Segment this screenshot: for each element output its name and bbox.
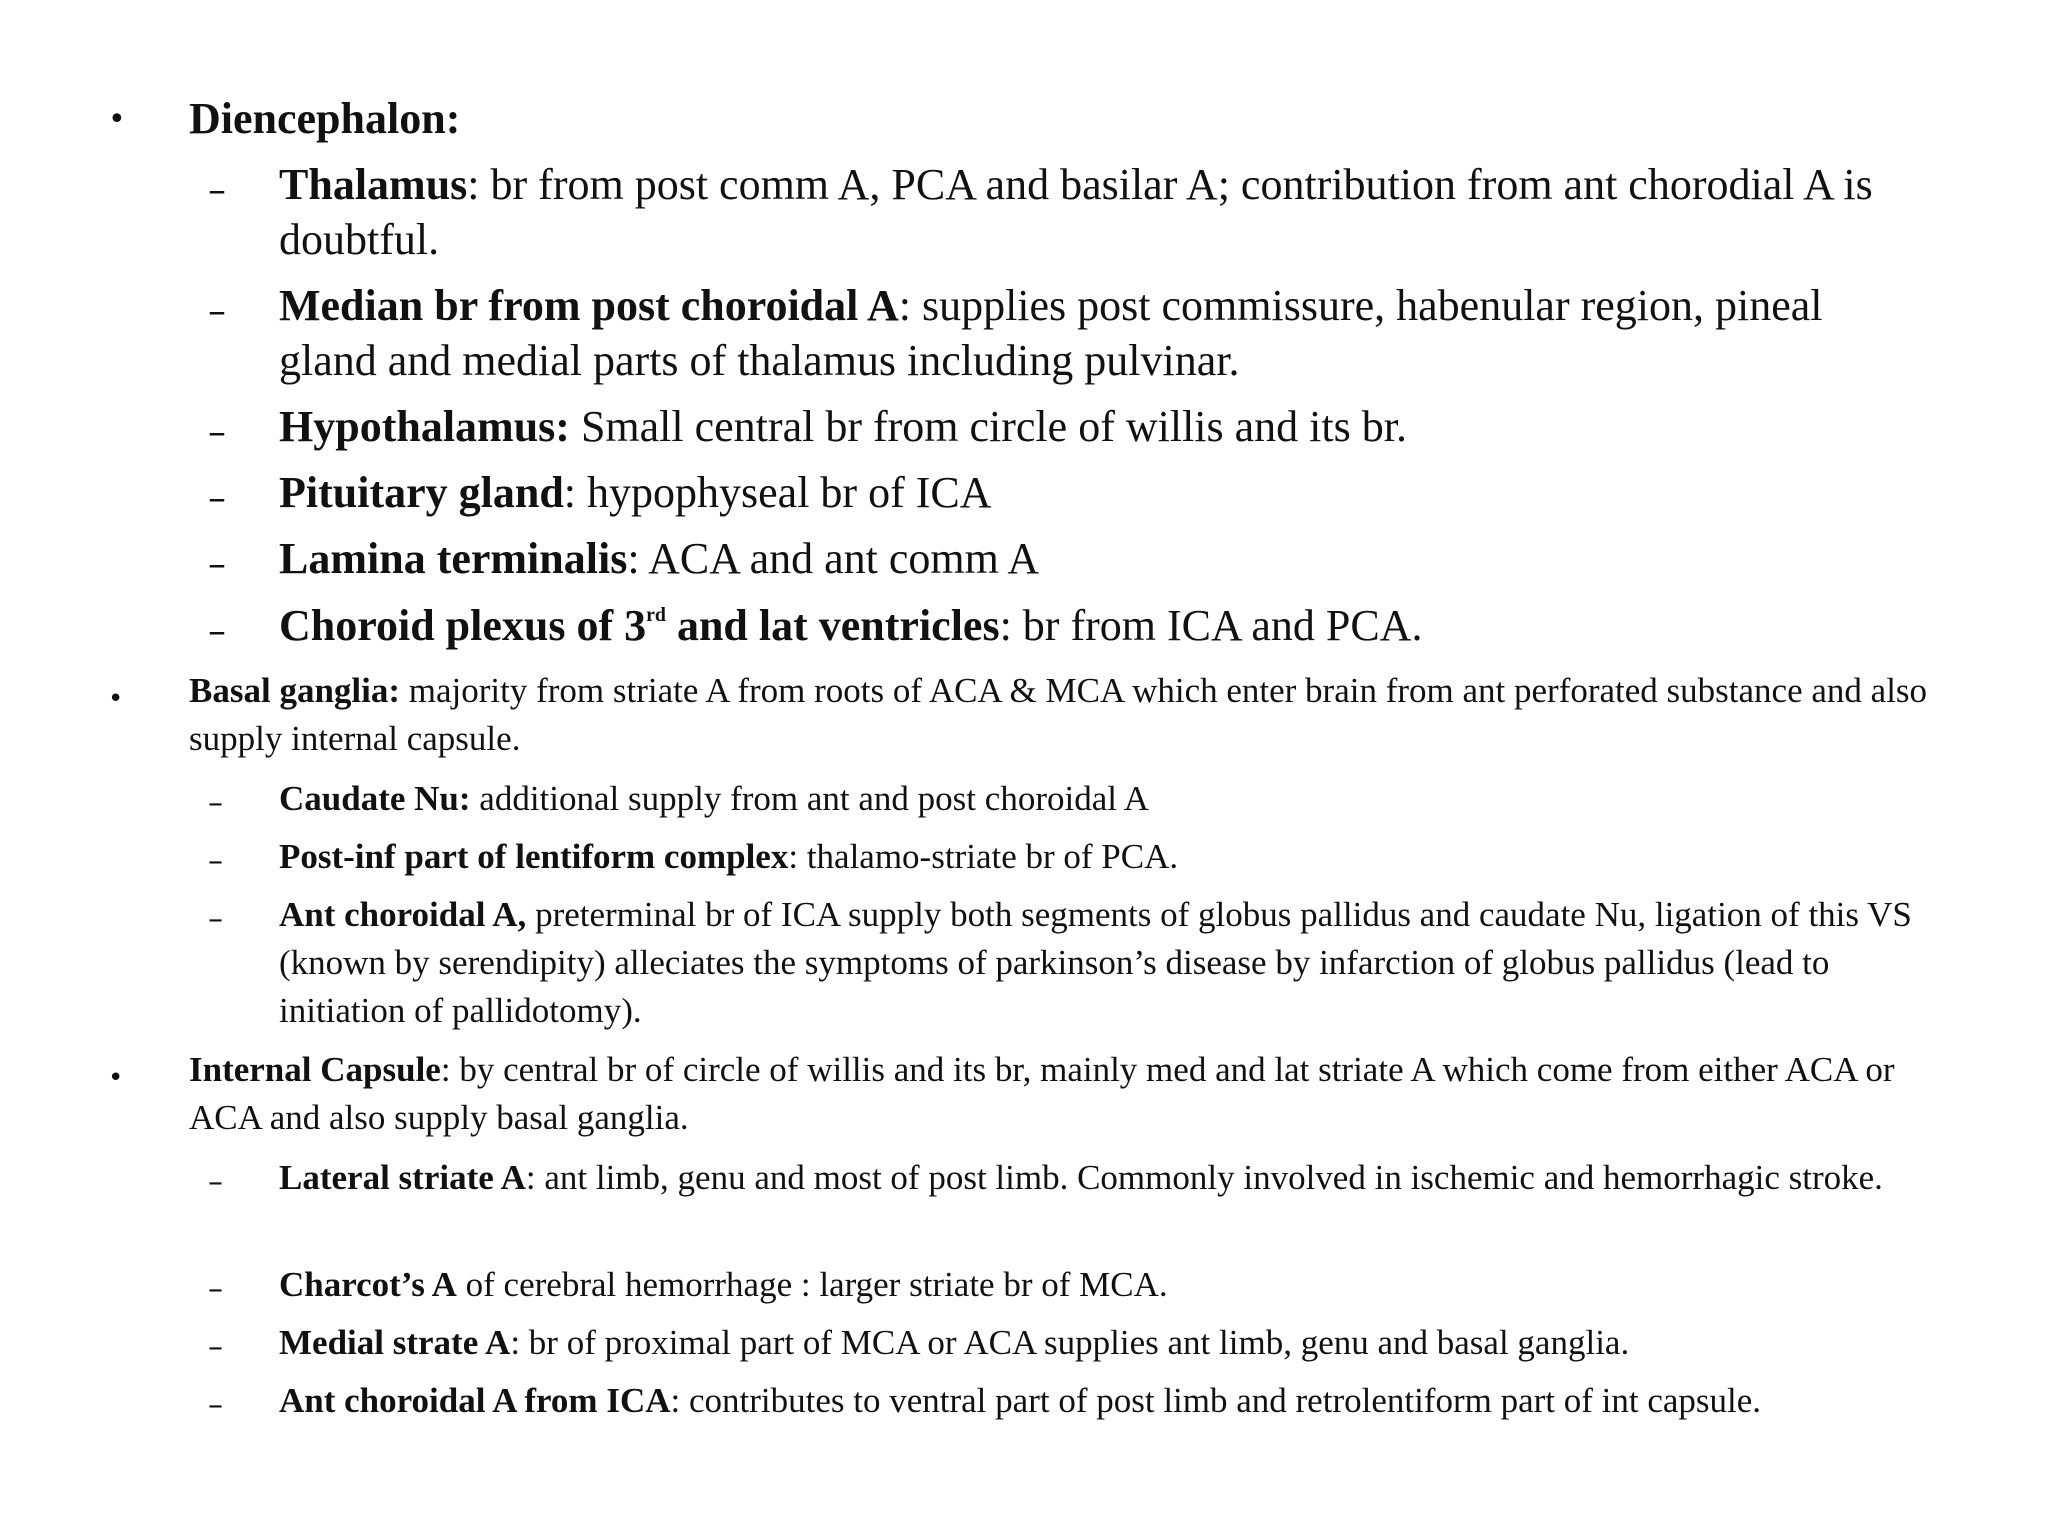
section-internal-capsule: [189, 1046, 1949, 1142]
item-text: : contributes to ventral part of post limb and retrolentiform part of int capsule.: [670, 1381, 1762, 1420]
item-title: Pituitary gland: [279, 468, 564, 517]
item-text: : br from post comm A, PCA and basilar A; contribution from ant chorodial A is doubtful.: [279, 160, 1873, 264]
item-title: Internal Capsule: [189, 1050, 441, 1089]
item-title-post: and lat ventricles: [665, 601, 1000, 650]
list-item-ant-choroidal: [279, 891, 1919, 1035]
item-text: additional supply from ant and post choroidal A: [470, 779, 1150, 818]
item-text: Small central br from circle of willis and its br.: [569, 402, 1407, 451]
dash-icon: –: [208, 478, 226, 519]
list-item-medial-striate: [279, 1319, 1919, 1367]
dash-icon: –: [208, 611, 226, 652]
item-text: preterminal br of ICA supply both segments of globus pallidus and caudate Nu, ligation of this VS (known by serendipity) alleciates the symptoms of parkinson’s disease by infarction of globus pallidus (lead to initiation of pallidotomy).: [279, 895, 1912, 1030]
item-text: : by central br of circle of willis and its br, mainly med and lat striate A which come from either ACA or ACA and also supply basal ganglia.: [189, 1050, 1895, 1137]
bullet-icon: •: [108, 684, 124, 714]
list-item-caudate-nu: [279, 775, 1919, 823]
item-title: Hypothalamus:: [279, 402, 570, 451]
ordinal-suffix: rd: [646, 604, 666, 627]
heading-title: Diencephalon:: [189, 94, 461, 143]
list-item-lateral-striate: [279, 1154, 1919, 1202]
item-title: Median br from post choroidal A: [279, 281, 899, 330]
bullet-icon: •: [108, 102, 126, 137]
dash-icon: –: [208, 902, 223, 937]
item-text: : br of proximal part of MCA or ACA supplies ant limb, genu and basal ganglia.: [510, 1323, 1630, 1362]
item-title: Charcot’s A: [279, 1265, 457, 1304]
item-text: : hypophyseal br of ICA: [563, 468, 992, 517]
item-text: : supplies post commissure, habenular region, pineal gland and medial parts of thalamus including pulvinar.: [279, 281, 1823, 385]
dash-icon: –: [208, 786, 223, 821]
dash-icon: –: [208, 170, 226, 211]
item-title: Ant choroidal A from ICA: [279, 1381, 671, 1420]
item-title: Lateral striate A: [279, 1158, 526, 1197]
item-title-pre: Choroid plexus of 3: [279, 601, 647, 650]
list-item-median-br: [279, 278, 1919, 388]
list-item-choroid-plexus: [279, 598, 1919, 653]
item-title: Ant choroidal A,: [279, 895, 527, 934]
item-title: Basal ganglia:: [189, 671, 401, 710]
item-text: : br from ICA and PCA.: [999, 601, 1423, 650]
item-title: [279, 601, 1000, 650]
item-text: : thalamo-striate br of PCA.: [788, 837, 1179, 876]
section-heading-diencephalon: [189, 91, 1949, 146]
dash-icon: –: [208, 291, 226, 332]
dash-icon: –: [208, 1388, 223, 1423]
dash-icon: –: [208, 1272, 223, 1307]
dash-icon: –: [208, 412, 226, 453]
item-text: : ACA and ant comm A: [627, 534, 1040, 583]
list-item-pituitary: [279, 465, 1919, 520]
item-title: Caudate Nu:: [279, 779, 471, 818]
list-item-hypothalamus: [279, 399, 1919, 454]
list-item-thalamus: [279, 157, 1919, 267]
list-item-charcots: [279, 1261, 1919, 1309]
item-title: Thalamus: [279, 160, 468, 209]
list-item-lamina-terminalis: [279, 531, 1919, 586]
list-item-ant-choroidal-ica: [279, 1377, 1919, 1425]
list-item-post-inf-lentiform: [279, 833, 1919, 881]
dash-icon: –: [208, 544, 226, 585]
item-text: majority from striate A from roots of ACA & MCA which enter brain from ant perforated substance and also supply internal capsule.: [189, 671, 1928, 758]
bullet-icon: •: [108, 1063, 124, 1093]
section-basal-ganglia: [189, 667, 1949, 763]
item-title: Medial strate A: [279, 1323, 511, 1362]
item-text: of cerebral hemorrhage : larger striate br of MCA.: [456, 1265, 1168, 1304]
dash-icon: –: [208, 1330, 223, 1365]
item-text: : ant limb, genu and most of post limb. Commonly involved in ischemic and hemorrhagic stroke.: [525, 1158, 1883, 1197]
item-title: Post-inf part of lentiform complex: [279, 837, 789, 876]
item-title: Lamina terminalis: [279, 534, 628, 583]
dash-icon: –: [208, 1165, 223, 1200]
dash-icon: –: [208, 844, 223, 879]
